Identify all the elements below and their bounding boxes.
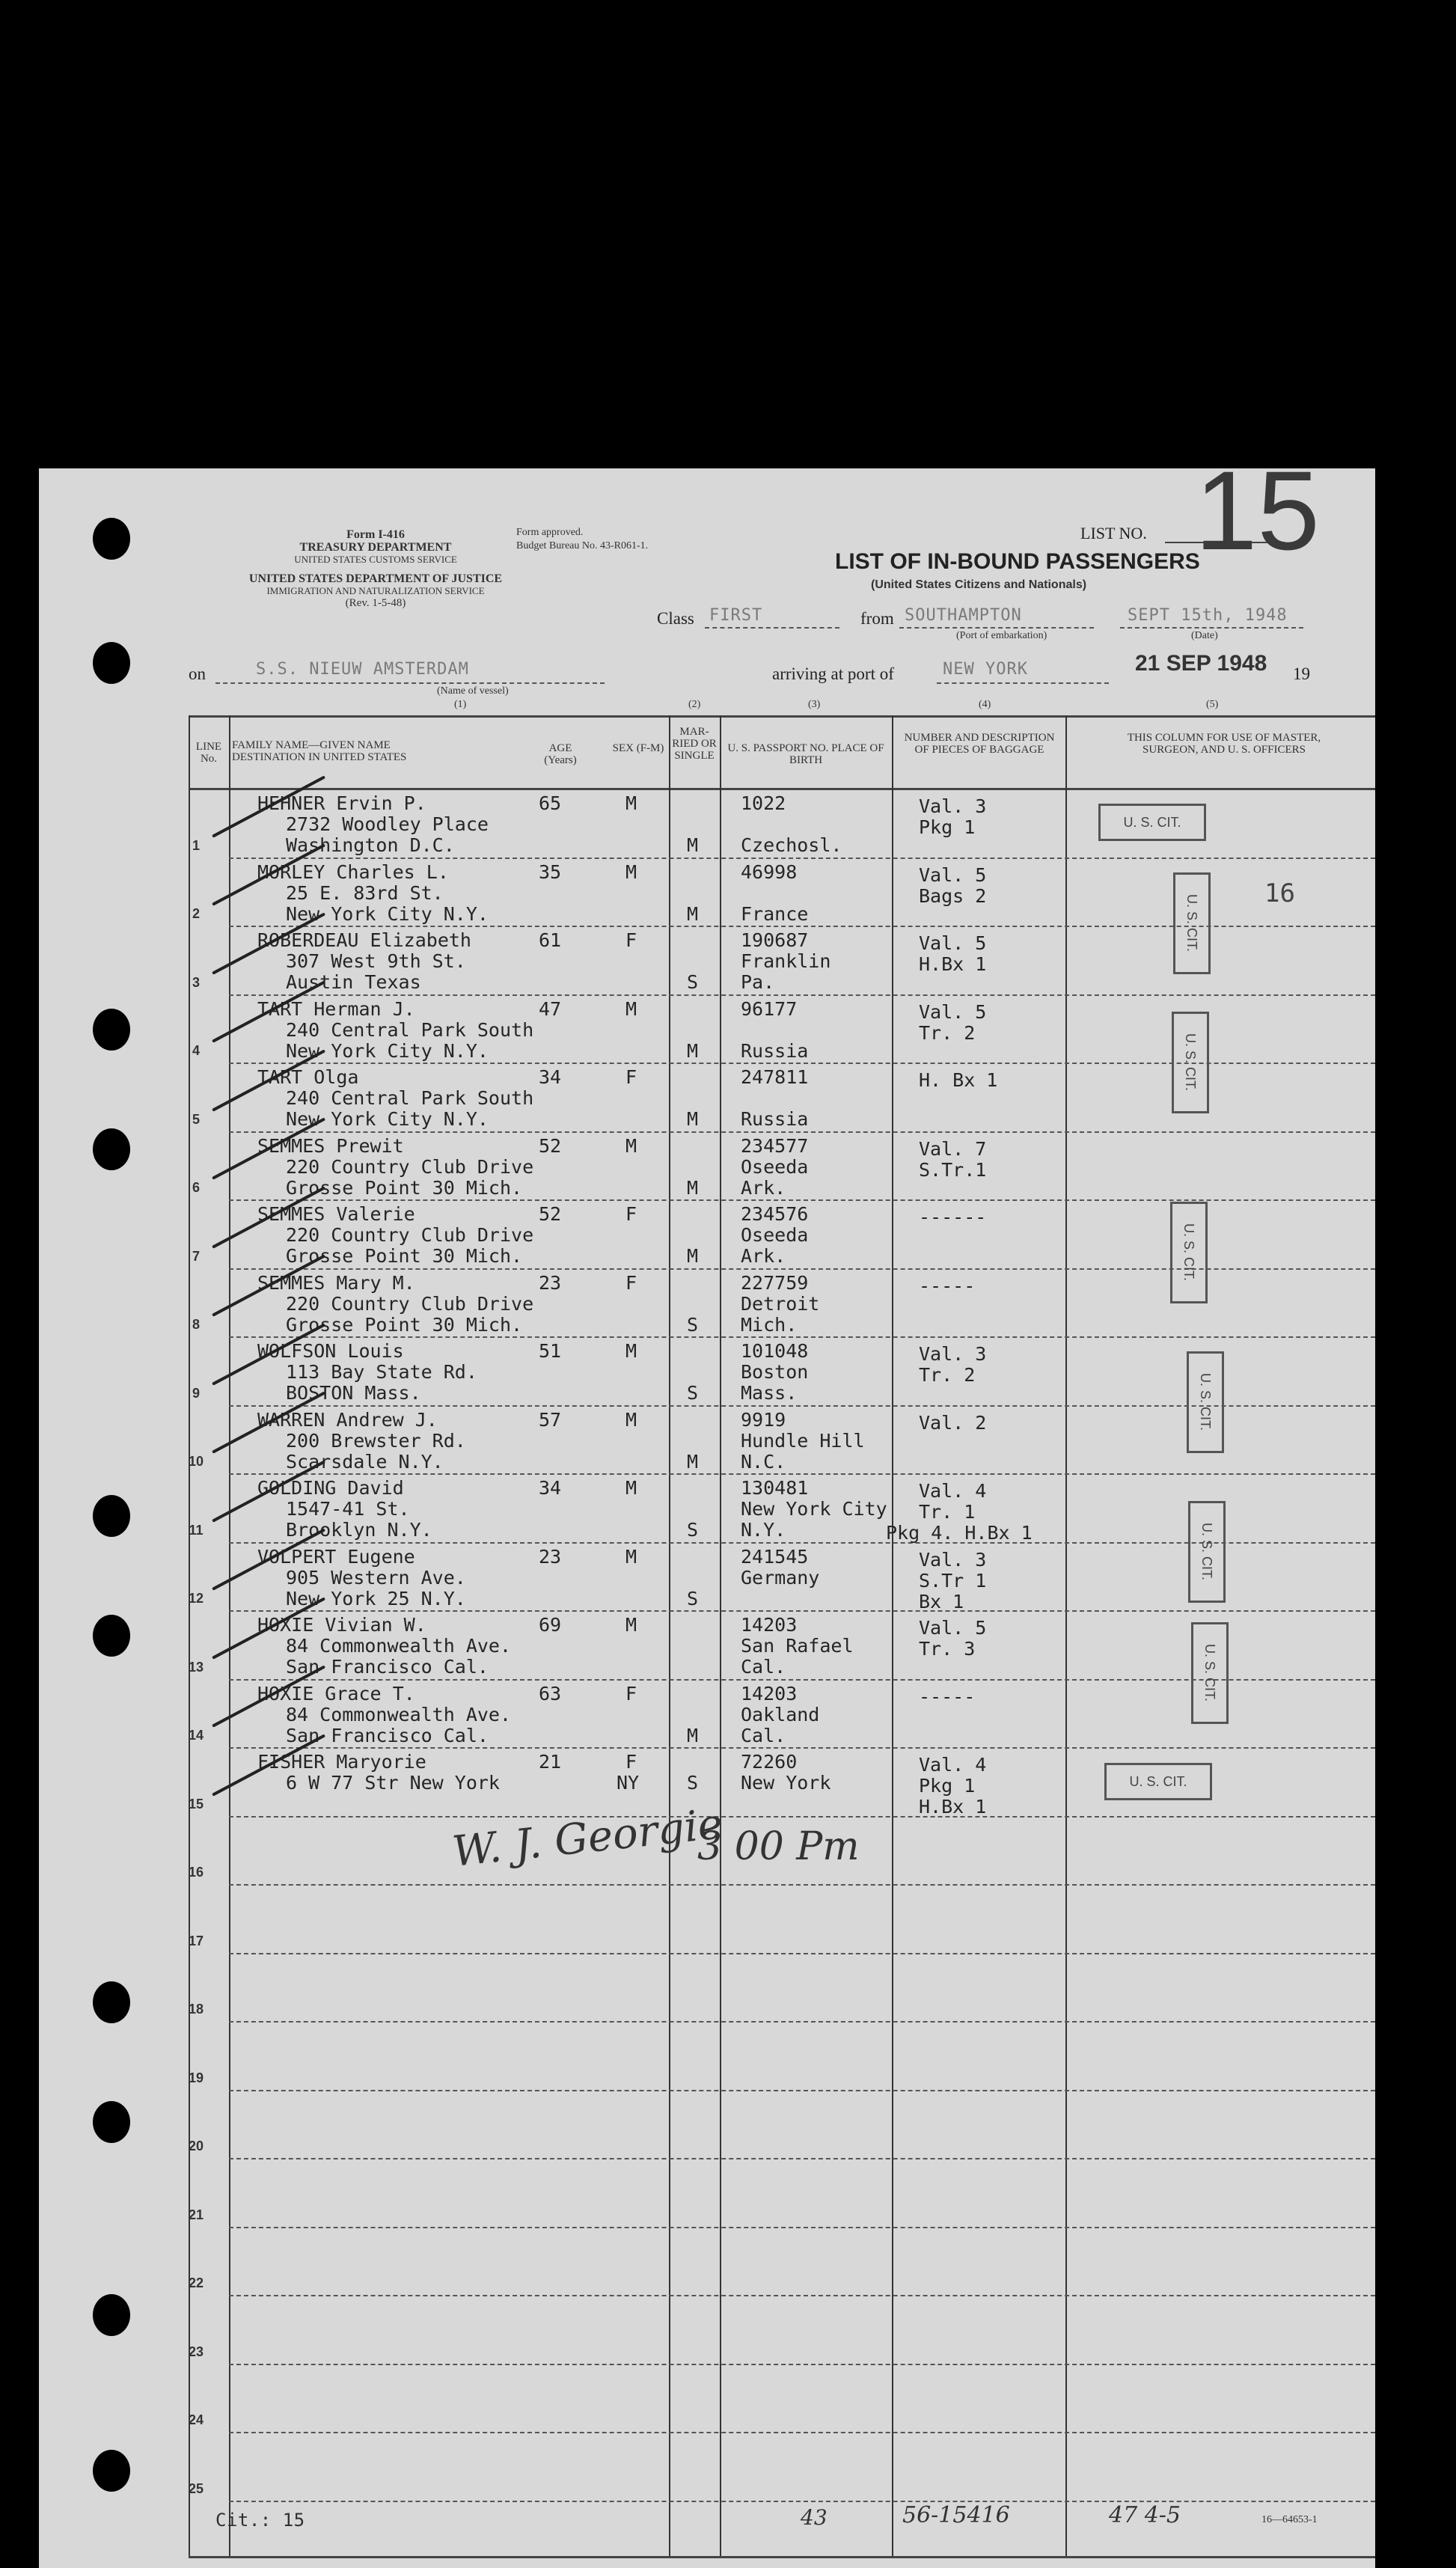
passenger-sex: M [625,1408,637,1431]
port-caption: (Port of embarkation) [956,630,1047,641]
birth-place-state: Czechosl. [741,834,842,856]
justice-dept: UNITED STATES DEPARTMENT OF JUSTICE [248,572,503,585]
passenger-sex: F [625,1271,637,1294]
passenger-age: 47 [539,997,562,1020]
line-number: 21 [188,2207,204,2222]
baggage-line: Tr. 2 [919,1021,976,1044]
passenger-city: Grosse Point 30 Mich. [286,1176,523,1199]
passenger-city: Brooklyn N.Y. [286,1519,432,1541]
table-row-empty [39,2161,1375,2230]
passenger-name: TART Olga [257,1066,359,1088]
passenger-name: MORLEY Charles L. [257,860,449,883]
us-cit-stamp: U. S. CIT. [1187,1351,1224,1453]
row-rule [229,2364,1375,2365]
passport-number: 101048 [741,1340,809,1362]
birth-place: New York [741,1772,831,1794]
form-approved: Form approved. [516,527,584,538]
header-age: AGE (Years) [544,742,577,766]
passport-number: 190687 [741,929,809,951]
baggage-line: Tr. 3 [919,1638,976,1660]
passenger-city: Austin Texas [286,971,421,993]
passenger-sex: M [625,860,637,883]
baggage-line: Pkg 4. H.Bx 1 [886,1522,1033,1544]
birth-place: San Rafael [741,1635,854,1657]
baggage-line: Val. 5 [919,1000,987,1023]
table-row-empty [39,2024,1375,2093]
footer-number: 56-15416 [902,2502,1010,2528]
baggage-line: Pkg 1 [919,1775,976,1797]
footer-mark: 47 4-5 [1109,2502,1181,2528]
us-cit-stamp: U. S. CIT. [1170,1202,1208,1303]
table-row-empty [39,2435,1375,2504]
arriving-label: arriving at port of [772,664,894,683]
passenger-address: 25 E. 83rd St. [286,881,444,904]
passenger-sex: M [625,792,637,814]
birth-place-state: Ark. [741,1176,786,1199]
passenger-sex: M [625,1614,637,1636]
line-number: 4 [192,1043,200,1058]
passenger-age: 34 [539,1477,562,1499]
marital-status: S [687,971,699,993]
line-number: 14 [188,1728,204,1743]
header-passport: U. S. PASSPORT NO. PLACE OF BIRTH [727,742,884,766]
table-row [39,1408,1375,1477]
passenger-sex: F [625,1682,637,1705]
line-number: 22 [188,2275,204,2290]
marital-status: S [687,1587,699,1609]
passenger-name: FISHER Maryorie [257,1751,426,1773]
footer-43: 43 [801,2505,828,2530]
customs-service: UNITED STATES CUSTOMS SERVICE [294,554,457,565]
passenger-sex: M [625,1545,637,1568]
line-number: 1 [192,837,200,853]
passenger-age: 23 [539,1271,562,1294]
baggage-line: H. Bx 1 [919,1069,998,1091]
line-number: 24 [188,2412,204,2427]
passenger-address: 113 Bay State Rd. [286,1361,477,1383]
passenger-name: VOLPERT Eugene [257,1545,415,1568]
birth-place: New York City [741,1498,887,1520]
header-married: MAR-RIED OR SINGLE [672,726,717,762]
line-number: 3 [192,974,200,990]
vessel-caption: (Name of vessel) [437,685,509,697]
marital-status: M [687,1039,699,1062]
page-subtitle: (United States Citizens and Nationals) [871,578,1087,591]
table-header-rule [189,788,1375,790]
birth-place: Hundle Hill [741,1429,865,1452]
line-number: 10 [188,1454,204,1469]
marital-status: M [687,1108,699,1130]
line-number: 13 [188,1659,204,1675]
row-rule [229,2227,1375,2228]
baggage-line: Tr. 2 [919,1364,976,1386]
birth-place: Germany [741,1566,820,1589]
marital-status: M [687,834,699,856]
form-sheet [39,468,1375,2568]
passenger-age: 21 [539,1751,562,1773]
treasury-dept: TREASURY DEPARTMENT [299,541,452,554]
passenger-city: Grosse Point 30 Mich. [286,1245,523,1267]
embark-date: SEPT 15th, 1948 [1128,606,1288,625]
baggage-line: Val. 5 [919,1617,987,1639]
page-title: LIST OF IN-BOUND PASSENGERS [835,549,1200,574]
passenger-city: New York City N.Y. [286,902,489,925]
table-row [39,1613,1375,1682]
passenger-sex: F [625,929,637,951]
row-rule [229,1816,1375,1818]
marital-status: S [687,1382,699,1404]
class-value: FIRST [709,606,763,625]
table-row [39,1545,1375,1614]
passenger-name: TART Herman J. [257,997,415,1020]
header-name: FAMILY NAME—GIVEN NAME DESTINATION IN UNITED STATES [232,739,407,763]
baggage-line: S.Tr.1 [919,1158,987,1181]
row-rule [229,1473,1375,1475]
baggage-line: Tr. 1 [919,1501,976,1523]
line-number: 23 [188,2344,204,2359]
passenger-address: 905 Western Ave. [286,1566,466,1589]
header-sex: SEX (F-M) [612,742,664,754]
birth-place-state: N.C. [741,1450,786,1473]
passport-number: 130481 [741,1477,809,1499]
table-top-rule [189,715,1375,718]
birth-place-state: France [741,902,809,925]
birth-place-state: N.Y. [741,1519,786,1541]
marital-status: M [687,1176,699,1199]
col-num-4: (4) [979,699,991,710]
baggage-line: Val. 7 [919,1137,987,1160]
form-number: Form I-416 [346,528,405,541]
passenger-name: WARREN Andrew J. [257,1408,438,1431]
col-num-2: (2) [688,699,701,710]
birth-place-state: Pa. [741,971,775,993]
passport-number: 72260 [741,1751,798,1773]
passenger-address: 240 Central Park South [286,1018,534,1041]
passenger-name: HEHNER Ervin P. [257,792,426,814]
table-row [39,1134,1375,1203]
passenger-city: New York City N.Y. [286,1108,489,1130]
col-num-3: (3) [808,699,821,710]
birth-place-state: Mich. [741,1313,798,1336]
row-rule [229,994,1375,996]
row-rule [229,1199,1375,1201]
baggage-line: Pkg 1 [919,816,976,838]
row-rule [229,1884,1375,1886]
passenger-address: 84 Commonwealth Ave. [286,1635,512,1657]
birth-place: Oseeda [741,1224,809,1246]
marital-status: M [687,902,699,925]
punch-hole [93,642,130,684]
passenger-sex: F [625,1751,637,1773]
from-port: SOUTHAMPTON [905,606,1022,625]
passenger-name: GOLDING David [257,1477,404,1499]
birth-place-state: Russia [741,1108,809,1130]
baggage-line: Val. 2 [919,1411,987,1434]
passenger-address: 2732 Woodley Place [286,813,489,835]
line-number: 18 [188,2002,204,2017]
baggage-line: ------ [919,1206,987,1228]
arrival-date-stamp: 21 SEP 1948 [1135,651,1267,676]
us-cit-stamp: U. S. CIT. [1172,1012,1209,1113]
birth-place-state: Russia [741,1039,809,1062]
passenger-sex: F [625,1203,637,1225]
us-cit-stamp: U. S. CIT. [1104,1763,1212,1800]
row-rule [229,2295,1375,2296]
table-row-empty [39,2230,1375,2299]
from-label: from [860,609,894,628]
line-number: 9 [192,1385,200,1401]
passenger-city: Scarsdale N.Y. [286,1450,444,1473]
row-rule [229,2090,1375,2091]
col-num-5: (5) [1206,699,1219,710]
passenger-name: SEMMES Prewit [257,1134,404,1157]
birth-place-state: Cal. [741,1724,786,1746]
passenger-city: Washington D.C. [286,834,455,856]
table-row-empty [39,2093,1375,2162]
line-number: 11 [189,1522,204,1538]
baggage-line: Val. 3 [919,1548,987,1571]
passenger-sex: M [625,1134,637,1157]
baggage-line: Val. 4 [919,1480,987,1502]
birth-place: Oakland [741,1703,820,1725]
us-cit-stamp: U. S. CIT. [1098,804,1206,841]
line-number: 20 [188,2139,204,2153]
date-caption: (Date) [1191,630,1218,641]
passenger-sex: F [625,1066,637,1088]
class-label: Class [657,609,694,628]
passport-number: 241545 [741,1545,809,1568]
passenger-sex: M [625,1477,637,1499]
officer-signature: W. J. Georgie [450,1800,725,1877]
marital-status: M [687,1245,699,1267]
table-row-empty [39,1887,1375,1956]
marital-status: M [687,1450,699,1473]
passport-number: 227759 [741,1271,809,1294]
signature-time: 3 00 Pm [697,1824,860,1869]
passenger-age: 52 [539,1134,562,1157]
passport-number: 96177 [741,997,798,1020]
ins-service: IMMIGRATION AND NATURALIZATION SERVICE [266,585,485,596]
us-cit-stamp: U. S. CIT. [1173,872,1211,974]
passenger-age: 52 [539,1203,562,1225]
birth-place: Oseeda [741,1155,809,1178]
line-number: 6 [192,1180,200,1195]
revision: (Rev. 1-5-48) [345,597,406,609]
row-rule [229,1953,1375,1954]
marital-status: S [687,1313,699,1336]
passenger-name: HOXIE Vivian W. [257,1614,426,1636]
marital-status: S [687,1772,699,1794]
row-rule [229,1747,1375,1749]
line-number: 2 [192,906,200,921]
passenger-name: WOLFSON Louis [257,1340,404,1362]
baggage-line: S.Tr 1 [919,1569,987,1592]
punch-hole [93,518,130,560]
baggage-line: Val. 5 [919,932,987,954]
row-rule [229,2158,1375,2159]
passenger-name: SEMMES Valerie [257,1203,415,1225]
birth-place-state: Cal. [741,1656,786,1678]
header-baggage: NUMBER AND DESCRIPTION OF PIECES OF BAGGAGE [904,732,1055,756]
passenger-age: 63 [539,1682,562,1705]
marital-status: S [687,1519,699,1541]
row-rule [229,1610,1375,1612]
vessel-name: S.S. NIEUW AMSTERDAM [256,660,469,679]
passport-number: 9919 [741,1408,786,1431]
row-rule [229,2501,1375,2502]
list-number: 15 [1195,468,1320,573]
row-rule [229,2432,1375,2433]
passenger-name: HOXIE Grace T. [257,1682,415,1705]
passenger-city: BOSTON Mass. [286,1382,421,1404]
table-row-empty [39,2367,1375,2436]
passenger-city: Grosse Point 30 Mich. [286,1313,523,1336]
passenger-name: SEMMES Mary M. [257,1271,415,1294]
passenger-age: 34 [539,1066,562,1088]
baggage-line: Bags 2 [919,884,987,907]
passenger-age: 51 [539,1340,562,1362]
passenger-name: ROBERDEAU Elizabeth [257,929,471,951]
passenger-city: San Francisco Cal. [286,1656,489,1678]
passenger-address: 1547-41 St. [286,1498,410,1520]
arriving-port: NEW YORK [943,660,1028,679]
birth-place-state: Ark. [741,1245,786,1267]
baggage-line: ----- [919,1685,976,1708]
footer-code: 16—64653-1 [1261,2514,1318,2525]
line-number: 17 [188,1933,204,1948]
passport-number: 14203 [741,1614,798,1636]
line-number: 12 [188,1591,204,1606]
birth-place: Boston [741,1361,809,1383]
birth-place: Detroit [741,1292,820,1315]
passenger-age: 57 [539,1408,562,1431]
passenger-address: 240 Central Park South [286,1087,534,1109]
row-rule [229,1131,1375,1133]
passenger-city: San Francisco Cal. [286,1724,489,1746]
passport-number: 234576 [741,1203,809,1225]
footer-cit-count: Cit.: 15 [215,2510,305,2531]
passport-number: 247811 [741,1066,809,1088]
table-row [39,1682,1375,1751]
passenger-age: 65 [539,792,562,814]
passenger-sex: M [625,997,637,1020]
header-officers: THIS COLUMN FOR USE OF MASTER, SURGEON, AND U. S. OFFICERS [1127,732,1321,756]
baggage-line: ----- [919,1274,976,1297]
line-number: 25 [188,2480,204,2496]
passenger-address: 220 Country Club Drive [286,1155,534,1178]
us-cit-stamp: U. S. CIT. [1191,1622,1229,1724]
baggage-line: Bx 1 [919,1590,964,1612]
passenger-city: New York City N.Y. [286,1039,489,1062]
header-line-no: LINE No. [195,741,222,765]
line-number: 8 [192,1317,200,1332]
passenger-address: 6 W 77 Str New York [286,1772,500,1794]
line-number: 5 [192,1111,200,1127]
passport-number: 46998 [741,860,798,883]
baggage-line: Val. 5 [919,863,987,886]
row-rule [229,1336,1375,1338]
row-rule [229,857,1375,859]
table-row [39,1339,1375,1408]
marital-status: M [687,1724,699,1746]
line-number: 19 [188,2070,204,2085]
passenger-age: 35 [539,860,562,883]
baggage-line: Val. 3 [919,795,987,817]
passport-number: 234577 [741,1134,809,1157]
passenger-sex: M [625,1340,637,1362]
passenger-city: New York 25 N.Y. [286,1587,466,1609]
on-label: on [189,664,206,683]
side-number: 16 [1264,878,1295,908]
passport-number: 1022 [741,792,786,814]
us-cit-stamp: U. S. CIT. [1188,1501,1226,1603]
passenger-age: 61 [539,929,562,951]
birth-place: Franklin [741,950,831,972]
col-num-1: (1) [454,699,467,710]
line-number: 7 [192,1248,200,1264]
passenger-age: 23 [539,1545,562,1568]
birth-place-state: Mass. [741,1382,798,1404]
passenger-address: 220 Country Club Drive [286,1292,534,1315]
passenger-address: 307 West 9th St. [286,950,466,972]
line-number: 15 [188,1796,204,1812]
passenger-age: 69 [539,1614,562,1636]
baggage-line: Val. 3 [919,1343,987,1365]
passenger-address: 84 Commonwealth Ave. [286,1703,512,1725]
table-row-empty [39,1956,1375,2025]
budget-bureau: Budget Bureau No. 43-R061-1. [516,540,649,551]
table-row [39,1476,1375,1545]
year-suffix: 19 [1293,664,1310,683]
line-number: 16 [188,1865,204,1880]
baggage-line: H.Bx 1 [919,1796,987,1818]
passenger-address: 220 Country Club Drive [286,1224,534,1246]
passenger-address: 200 Brewster Rd. [286,1429,466,1452]
table-row-empty [39,2298,1375,2367]
passenger-state: NY [617,1772,640,1794]
baggage-line: H.Bx 1 [919,953,987,975]
row-rule [229,2021,1375,2023]
baggage-line: Val. 4 [919,1754,987,1776]
passport-number: 14203 [741,1682,798,1705]
list-no-label: LIST NO. [1080,524,1147,542]
